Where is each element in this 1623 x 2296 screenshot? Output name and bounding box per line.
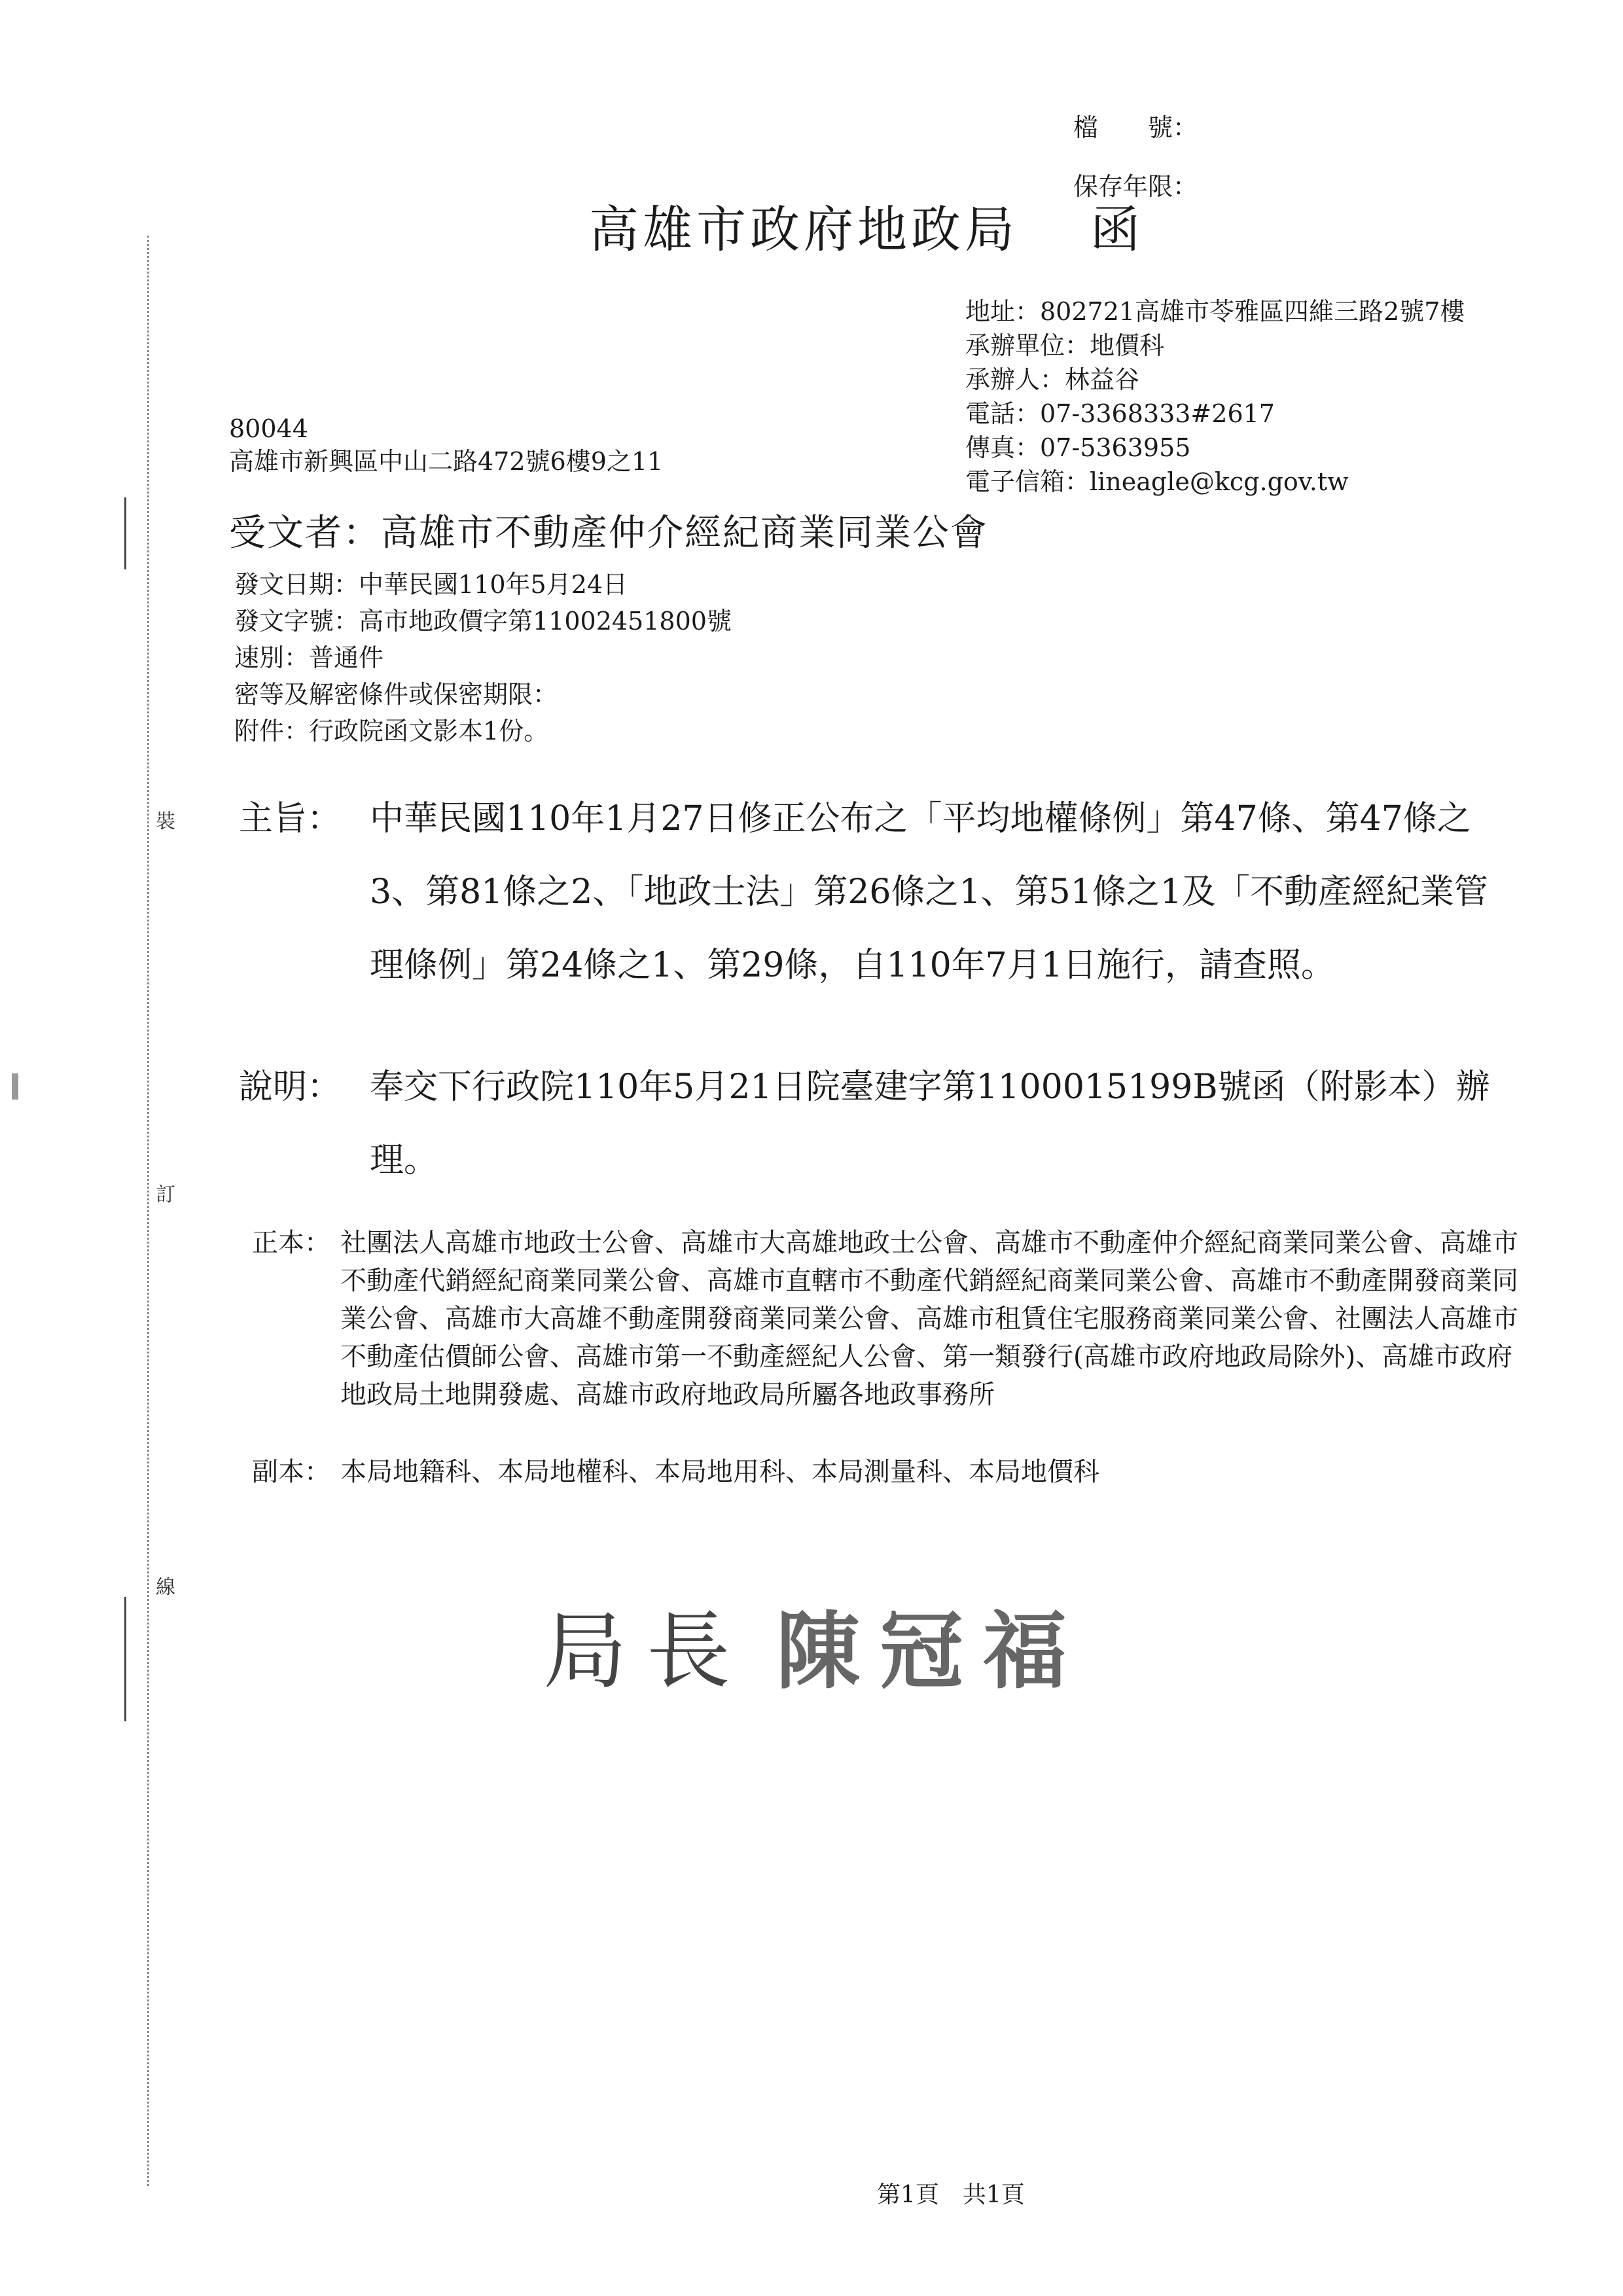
contact-phone: 電話：07-3368333#2617 xyxy=(965,399,1275,428)
binding-mark-zhuang: 裝 xyxy=(156,810,175,833)
contact-officer: 承辦人：林益谷 xyxy=(965,365,1140,394)
recipient-street-address: 高雄市新興區中山二路472號6樓9之11 xyxy=(229,447,664,476)
original-recipients xyxy=(252,1224,1535,1414)
document-number: 發文字號：高市地政價字第11002451800號 xyxy=(234,607,732,636)
agency-name: 高雄市政府地政局 xyxy=(589,200,1018,259)
margin-scan-mark xyxy=(12,1073,18,1100)
subject-text: 中華民國110年1月27日修正公布之「平均地權條例」第47條、第47條之3、第81條之2、「地政士法」第26條之1、第51條之1及「不動產經紀業管理條例」第24條之1、第29條，自110年7月1日施行，請查照。 xyxy=(370,799,1488,985)
recipient: 受文者：高雄市不動產仲介經紀商業同業公會 xyxy=(229,512,988,554)
binding-dotted-line xyxy=(147,236,149,2186)
subject-section xyxy=(239,782,1522,1002)
page-number: 第1頁 共1頁 xyxy=(877,2181,1025,2208)
signatory-title: 局長 xyxy=(543,1603,751,1700)
file-number-label: 檔 號： xyxy=(1073,113,1198,142)
secrecy-level: 密等及解密條件或保密期限： xyxy=(234,680,558,709)
margin-scan-mark xyxy=(124,497,126,569)
contact-unit: 承辦單位：地價科 xyxy=(965,331,1165,360)
contact-email: 電子信箱：lineagle@kcg.gov.tw xyxy=(965,467,1349,496)
document-meta xyxy=(234,566,732,749)
signature-block xyxy=(543,1584,1086,1704)
margin-scan-mark xyxy=(124,1597,126,1721)
binding-mark-ding: 訂 xyxy=(156,1183,175,1206)
contact-block xyxy=(965,295,1465,499)
contact-address: 地址：802721高雄市苓雅區四維三路2號7樓 xyxy=(965,297,1465,326)
explanation-label: 說明： xyxy=(239,1067,342,1107)
postal-code: 80044 xyxy=(229,414,308,443)
explanation-text: 奉交下行政院110年5月21日院臺建字第1100015199B號函（附影本）辦理。 xyxy=(370,1067,1490,1180)
explanation-section xyxy=(239,1050,1522,1197)
binding-mark-xian: 線 xyxy=(156,1576,175,1599)
issue-date: 發文日期：中華民國110年5月24日 xyxy=(234,570,628,599)
recipient-address-block xyxy=(229,412,663,478)
original-recipients-text: 社團法人高雄市地政士公會、高雄市大高雄地政士公會、高雄市不動產仲介經紀商業同業公會、高雄市不動產代銷經紀商業同業公會、高雄市直轄市不動產代銷經紀商業同業公會、高雄市不動產開發商業同業公會、高雄市大高雄不動產開發商業同業公會、高雄市租賃住宅服務商業同業公會、社團法人高雄市不動產估價師公會、高雄市第一不動產經紀人公會、第一類發行(高雄市政府地政局除外)、高雄市政府地政局土地開發處、高雄市政府地政局所屬各地政事務所 xyxy=(340,1228,1518,1410)
copy-recipients xyxy=(252,1453,1535,1491)
subject-label: 主旨： xyxy=(239,799,342,838)
retention-period-label: 保存年限： xyxy=(1073,172,1198,201)
document-title xyxy=(589,190,1144,261)
attachment: 附件：行政院函文影本1份。 xyxy=(234,717,549,745)
copy-recipients-text: 本局地籍科、本局地權科、本局地用科、本局測量科、本局地價科 xyxy=(340,1457,1099,1487)
document-type: 函 xyxy=(1090,200,1144,259)
signatory-name: 陳冠福 xyxy=(776,1603,1087,1700)
contact-fax: 傳真：07-5363955 xyxy=(965,433,1191,462)
original-label: 正本： xyxy=(252,1228,330,1258)
delivery-speed: 速別：普通件 xyxy=(234,643,384,672)
copy-label: 副本： xyxy=(252,1457,330,1487)
